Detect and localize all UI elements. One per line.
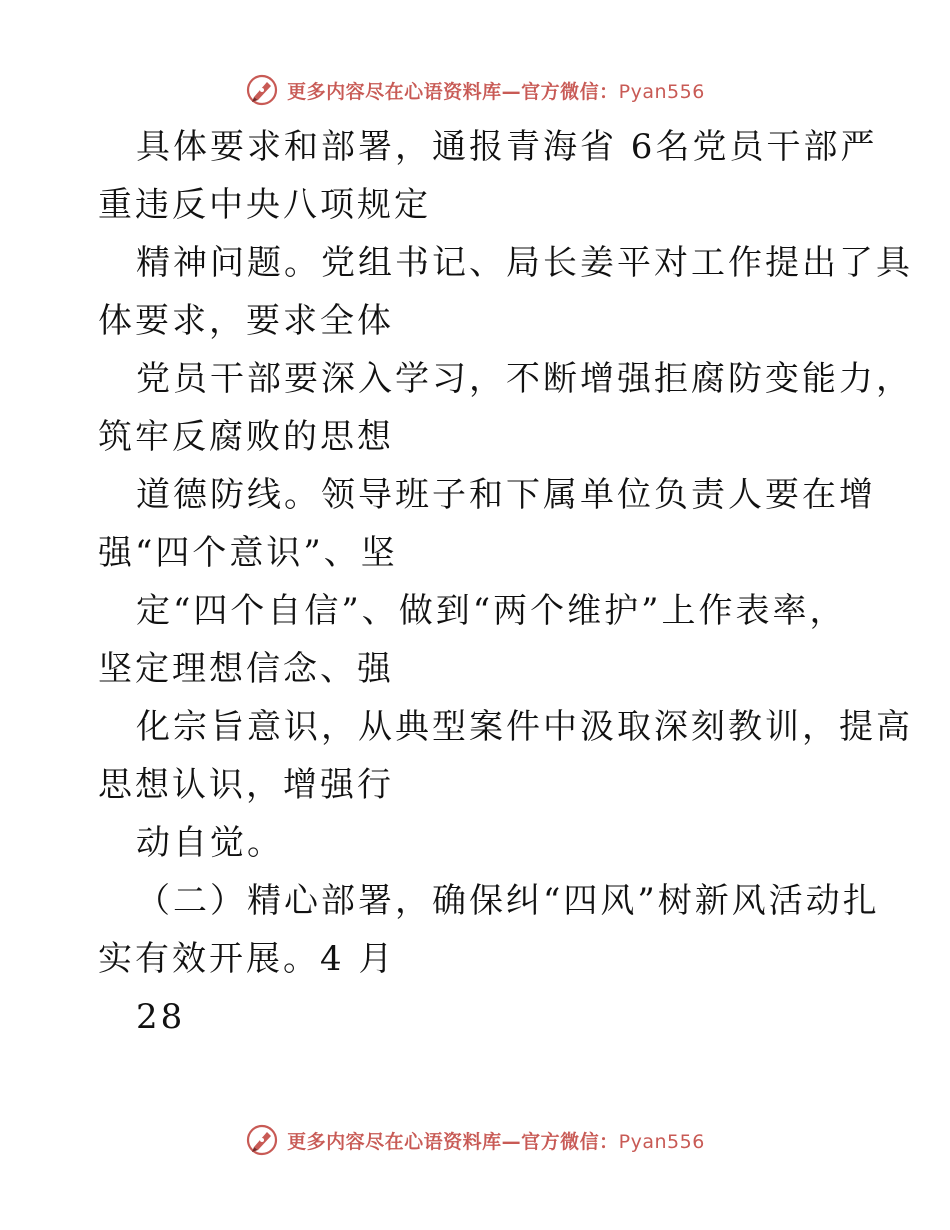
text-line: 化宗旨意识，从典型案件中汲取深刻教训，提高 [136,707,913,747]
watermark-text [287,77,705,104]
watermark-wechat-id: Pyan556 [618,80,705,103]
text-line: 党员干部要深入学习，不断增强拒腐防变能力， [136,359,913,399]
text-line: 定“四个自信”、做到“两个维护”上作表率， [136,591,847,631]
watermark-text [287,1127,705,1154]
document-body [98,118,913,1046]
watermark-label: 更多内容尽在心语资料库—官方微信： [287,1130,619,1153]
pen-logo-icon [245,73,279,107]
text-line: 精神问题。党组书记、局长姜平对工作提出了具 [136,243,913,283]
watermark-wechat-id: Pyan556 [618,1130,705,1153]
text-line: 具体要求和部署，通报青海省 6名党员干部严 [136,127,878,167]
header-watermark [0,70,950,110]
text-line: 道德防线。领导班子和下属单位负责人要在增 [136,475,876,515]
text-line: 重违反中央八项规定 [98,185,431,225]
pen-logo-icon [245,1123,279,1157]
text-line: 体要求，要求全体 [98,301,394,341]
text-line: 筑牢反腐败的思想 [98,417,394,457]
text-line: （二）精心部署，确保纠“四风”树新风活动扎 [136,881,880,921]
text-line: 实有效开展。4 月 [98,939,396,979]
footer-watermark [0,1120,950,1160]
text-line: 思想认识，增强行 [98,765,394,805]
text-line: 28 [136,997,186,1037]
text-line: 坚定理想信念、强 [98,649,394,689]
watermark-label: 更多内容尽在心语资料库—官方微信： [287,80,619,103]
text-line: 动自觉。 [136,823,284,863]
text-line: 强“四个意识”、坚 [98,533,398,573]
